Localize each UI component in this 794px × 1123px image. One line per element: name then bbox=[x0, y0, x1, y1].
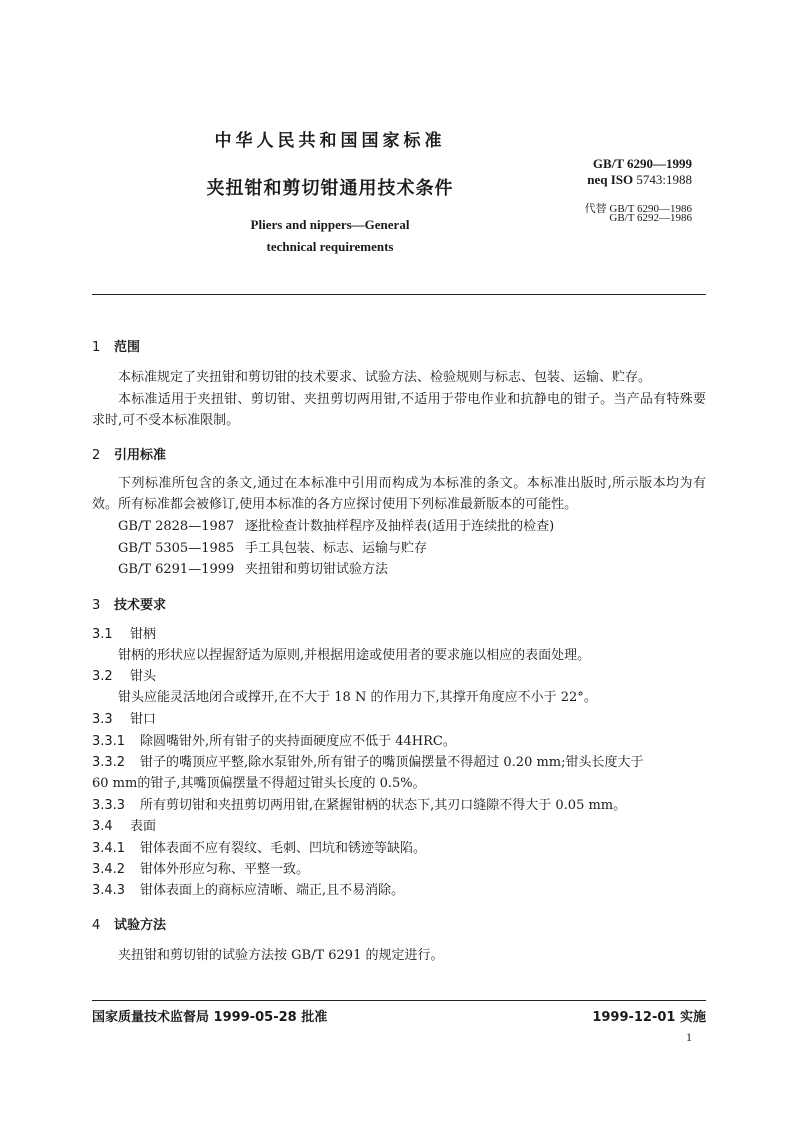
section-title: 引用标准 bbox=[114, 448, 167, 463]
implementation-date: 1999-12-01 实施 bbox=[592, 1010, 706, 1025]
section-3-heading bbox=[92, 594, 166, 613]
reference-item bbox=[118, 538, 427, 559]
clause-3-3-1 bbox=[92, 731, 456, 752]
subsection-3-1-heading bbox=[92, 624, 156, 645]
standard-code: GB/T 6290—1999 bbox=[592, 156, 692, 171]
subsection-title: 钳柄 bbox=[130, 627, 157, 642]
reference-title: 手工具包装、标志、运输与贮存 bbox=[245, 541, 428, 556]
clause-3-3-2 bbox=[92, 752, 644, 773]
footer-divider bbox=[92, 1000, 706, 1001]
neq-prefix: neq ISO bbox=[587, 172, 634, 187]
reference-title: 逐批检查计数抽样程序及抽样表(适用于连续批的检查) bbox=[245, 519, 555, 534]
document-title-en-line2: technical requirements bbox=[266, 239, 394, 254]
section-2-heading bbox=[92, 444, 166, 463]
reference-code: GB/T 2828—1987 bbox=[118, 519, 235, 534]
section-2-paragraph-1: 下列标准所包含的条文,通过在本标准中引用而构成为本标准的条文。本标准出版时,所示版本均为有效。所有标准都会被修订,使用本标准的各方应探讨使用下列标准最新版本的可能性。 bbox=[92, 476, 706, 512]
clause-3-4-3 bbox=[92, 880, 404, 901]
reference-code: GB/T 6291—1999 bbox=[118, 562, 235, 577]
section-1-paragraph-1: 本标准规定了夹扭钳和剪切钳的技术要求、试验方法、检验规则与标志、包装、运输、贮存。 bbox=[118, 370, 652, 385]
clause-3-4-1 bbox=[92, 838, 426, 859]
clause-3-4-2 bbox=[92, 859, 309, 880]
header-divider bbox=[92, 294, 706, 295]
clause-number: 3.4.3 bbox=[92, 883, 126, 898]
reference-title: 夹扭钳和剪切钳试验方法 bbox=[245, 562, 389, 577]
approval-info: 国家质量技术监督局 1999-05-28 批准 bbox=[92, 1010, 328, 1025]
subsection-number: 3.3 bbox=[92, 712, 113, 727]
clause-text: 钳体表面不应有裂纹、毛刺、凹坑和锈迹等缺陷。 bbox=[140, 841, 427, 856]
subsection-number: 3.2 bbox=[92, 669, 113, 684]
section-number: 1 bbox=[92, 340, 101, 355]
reference-code: GB/T 5305—1985 bbox=[118, 541, 235, 556]
clause-text: 钳体外形应匀称、平整一致。 bbox=[140, 862, 310, 877]
section-title: 试验方法 bbox=[114, 918, 167, 933]
subsection-title: 钳口 bbox=[130, 712, 157, 727]
clause-3-3-2-continued: 60 mm的钳子,其嘴顶偏摆量不得超过钳头长度的 0.5%。 bbox=[92, 776, 426, 791]
section-number: 3 bbox=[92, 598, 101, 613]
section-4-heading bbox=[92, 914, 166, 933]
subsection-title: 钳头 bbox=[130, 669, 157, 684]
clause-number: 3.4.1 bbox=[92, 841, 126, 856]
reference-item bbox=[118, 516, 554, 537]
replaces-line-2: GB/T 6292—1986 bbox=[609, 212, 692, 224]
section-title: 范围 bbox=[114, 340, 141, 355]
section-1-paragraph-2: 本标准适用于夹扭钳、剪切钳、夹扭剪切两用钳,不适用于带电作业和抗静电的钳子。当产品有特殊要求时,可不受本标准限制。 bbox=[92, 392, 706, 428]
section-1-heading bbox=[92, 336, 140, 355]
clause-3-3-3 bbox=[92, 795, 626, 816]
section-number: 4 bbox=[92, 918, 101, 933]
clause-text: 钳体表面上的商标应清晰、端正,且不易消除。 bbox=[140, 883, 405, 898]
document-title-en-line1: Pliers and nippers—General bbox=[250, 217, 410, 232]
page-number: 1 bbox=[686, 1030, 692, 1044]
subsection-number: 3.4 bbox=[92, 819, 113, 834]
clause-number: 3.3.3 bbox=[92, 798, 126, 813]
reference-item bbox=[118, 559, 388, 580]
document-title-cn: 夹扭钳和剪切钳通用技术条件 bbox=[206, 178, 454, 199]
subsection-3-4-heading bbox=[92, 816, 156, 837]
clause-text: 钳子的嘴顶应平整,除水泵钳外,所有钳子的嘴顶偏摆量不得超过 0.20 mm;钳头长度大于 bbox=[140, 755, 644, 770]
clause-number: 3.3.1 bbox=[92, 734, 126, 749]
subsection-3-2-text: 钳头应能灵活地闭合或撑开,在不大于 18 N 的作用力下,其撑开角度应不小于 22°。 bbox=[118, 690, 597, 705]
neq-value: 5743:1988 bbox=[636, 172, 692, 187]
subsection-number: 3.1 bbox=[92, 627, 113, 642]
subsection-3-1-text: 钳柄的形状应以捏握舒适为原则,并根据用途或使用者的要求施以相应的表面处理。 bbox=[118, 648, 591, 663]
neq-reference bbox=[587, 172, 692, 188]
subsection-title: 表面 bbox=[130, 819, 157, 834]
subsection-3-2-heading bbox=[92, 666, 156, 687]
section-number: 2 bbox=[92, 448, 101, 463]
section-title: 技术要求 bbox=[114, 598, 167, 613]
clause-text: 所有剪切钳和夹扭剪切两用钳,在紧握钳柄的状态下,其刃口缝隙不得大于 0.05 mm。 bbox=[140, 798, 627, 813]
clause-number: 3.4.2 bbox=[92, 862, 126, 877]
clause-number: 3.3.2 bbox=[92, 755, 126, 770]
subsection-3-3-heading bbox=[92, 709, 156, 730]
section-4-paragraph-1: 夹扭钳和剪切钳的试验方法按 GB/T 6291 的规定进行。 bbox=[118, 948, 444, 963]
clause-text: 除圆嘴钳外,所有钳子的夹持面硬度应不低于 44HRC。 bbox=[140, 734, 456, 749]
national-standard-heading: 中华人民共和国国家标准 bbox=[214, 131, 446, 151]
replaces-line-1: 代替 GB/T 6290—1986 bbox=[584, 203, 692, 215]
